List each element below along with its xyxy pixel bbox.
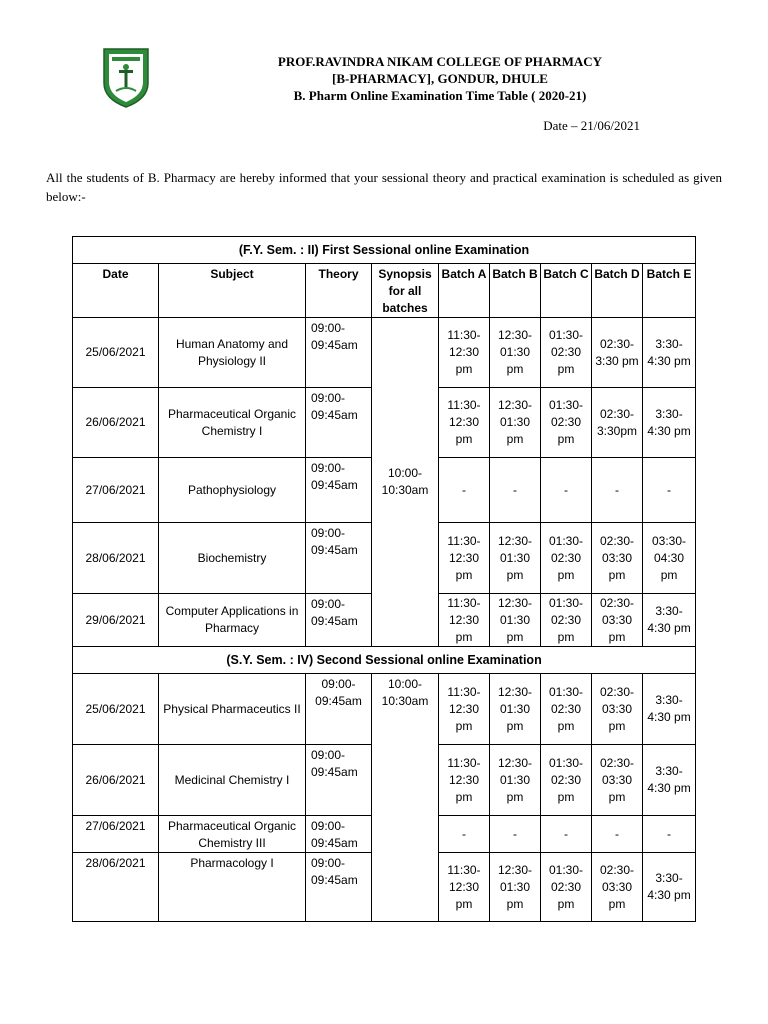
subject-cell: Physical Pharmaceutics II	[159, 674, 306, 745]
date-cell: 28/06/2021	[73, 523, 159, 594]
theory-cell: 09:00-09:45am	[306, 745, 372, 816]
batch-c-cell: 01:30-02:30 pm	[541, 318, 592, 388]
date-cell: 26/06/2021	[73, 388, 159, 458]
timetable	[72, 236, 696, 922]
column-header: Batch D	[592, 264, 643, 318]
batch-b-cell: 12:30-01:30 pm	[490, 594, 541, 647]
batch-b-cell: 12:30-01:30 pm	[490, 745, 541, 816]
table-row	[73, 318, 696, 388]
batch-b-cell: 12:30-01:30 pm	[490, 674, 541, 745]
theory-cell: 09:00-09:45am	[306, 594, 372, 647]
college-logo-icon	[100, 45, 152, 109]
subject-cell: Pharmacology I	[159, 853, 306, 922]
batch-c-cell: 01:30-02:30 pm	[541, 853, 592, 922]
batch-e-cell: -	[643, 458, 696, 523]
batch-d-cell: -	[592, 458, 643, 523]
college-name: PROF.RAVINDRA NIKAM COLLEGE OF PHARMACY	[277, 54, 603, 69]
section-title-sy: (S.Y. Sem. : IV) Second Sessional online Examination	[73, 647, 696, 674]
document-date: Date – 21/06/2021	[543, 118, 640, 133]
batch-e-cell: 03:30-04:30 pm	[643, 523, 696, 594]
date-cell: 27/06/2021	[73, 458, 159, 523]
batch-e-cell: 3:30-4:30 pm	[643, 318, 696, 388]
batch-c-cell: 01:30-02:30 pm	[541, 745, 592, 816]
date-cell: 29/06/2021	[73, 594, 159, 647]
subject-cell: Pathophysiology	[159, 458, 306, 523]
batch-e-cell: 3:30-4:30 pm	[643, 388, 696, 458]
column-header: Date	[73, 264, 159, 318]
date-cell: 25/06/2021	[73, 674, 159, 745]
batch-c-cell: 01:30-02:30 pm	[541, 523, 592, 594]
section-title-fy: (F.Y. Sem. : II) First Sessional online Examination	[73, 237, 696, 264]
column-header: Batch B	[490, 264, 541, 318]
column-header: Subject	[159, 264, 306, 318]
subject-cell: Human Anatomy and Physiology II	[159, 318, 306, 388]
batch-a-cell: 11:30-12:30 pm	[439, 674, 490, 745]
batch-d-cell: -	[592, 816, 643, 853]
table-row	[73, 674, 696, 745]
batch-a-cell: 11:30-12:30 pm	[439, 594, 490, 647]
synopsis-cell: 10:00-10:30am	[372, 674, 439, 922]
column-header-row	[73, 264, 696, 318]
batch-d-cell: 02:30-03:30 pm	[592, 674, 643, 745]
synopsis-cell: 10:00-10:30am	[372, 318, 439, 647]
column-header: Theory	[306, 264, 372, 318]
batch-b-cell: -	[490, 816, 541, 853]
batch-a-cell: -	[439, 458, 490, 523]
batch-d-cell: 02:30-03:30 pm	[592, 594, 643, 647]
batch-e-cell: 3:30-4:30 pm	[643, 853, 696, 922]
batch-c-cell: 01:30-02:30 pm	[541, 674, 592, 745]
batch-d-cell: 02:30-03:30 pm	[592, 853, 643, 922]
batch-a-cell: 11:30-12:30 pm	[439, 523, 490, 594]
batch-a-cell: 11:30-12:30 pm	[439, 745, 490, 816]
timetable-title: B. Pharm Online Examination Time Table ( 2020-21)	[293, 88, 587, 103]
theory-cell: 09:00-09:45am	[306, 816, 372, 853]
subject-cell: Computer Applications in Pharmacy	[159, 594, 306, 647]
batch-b-cell: 12:30-01:30 pm	[490, 388, 541, 458]
batch-c-cell: 01:30-02:30 pm	[541, 388, 592, 458]
batch-e-cell: 3:30-4:30 pm	[643, 745, 696, 816]
document-header	[160, 53, 720, 104]
date-cell: 25/06/2021	[73, 318, 159, 388]
batch-d-cell: 02:30-03:30 pm	[592, 523, 643, 594]
batch-a-cell: 11:30-12:30 pm	[439, 318, 490, 388]
batch-a-cell: -	[439, 816, 490, 853]
batch-d-cell: 02:30-3:30pm	[592, 388, 643, 458]
theory-cell: 09:00-09:45am	[306, 853, 372, 922]
batch-d-cell: 02:30-3:30 pm	[592, 318, 643, 388]
batch-b-cell: 12:30-01:30 pm	[490, 853, 541, 922]
college-logo	[100, 45, 152, 109]
batch-c-cell: -	[541, 458, 592, 523]
batch-b-cell: 12:30-01:30 pm	[490, 523, 541, 594]
batch-c-cell: -	[541, 816, 592, 853]
column-header: Batch E	[643, 264, 696, 318]
batch-b-cell: 12:30-01:30 pm	[490, 318, 541, 388]
batch-b-cell: -	[490, 458, 541, 523]
theory-cell: 09:00-09:45am	[306, 388, 372, 458]
batch-e-cell: 3:30-4:30 pm	[643, 674, 696, 745]
subject-cell: Medicinal Chemistry I	[159, 745, 306, 816]
column-header: Batch C	[541, 264, 592, 318]
subject-cell: Pharmaceutical Organic Chemistry I	[159, 388, 306, 458]
date-cell: 27/06/2021	[73, 816, 159, 853]
date-cell: 26/06/2021	[73, 745, 159, 816]
batch-a-cell: 11:30-12:30 pm	[439, 388, 490, 458]
batch-c-cell: 01:30-02:30 pm	[541, 594, 592, 647]
batch-a-cell: 11:30-12:30 pm	[439, 853, 490, 922]
batch-e-cell: -	[643, 816, 696, 853]
column-header: Batch A	[439, 264, 490, 318]
column-header: Synopsis for all batches	[372, 264, 439, 318]
subject-cell: Biochemistry	[159, 523, 306, 594]
theory-cell: 09:00-09:45am	[306, 523, 372, 594]
batch-d-cell: 02:30-03:30 pm	[592, 745, 643, 816]
date-cell: 28/06/2021	[73, 853, 159, 922]
subject-cell: Pharmaceutical Organic Chemistry III	[159, 816, 306, 853]
college-location: [B-PHARMACY], GONDUR, DHULE	[332, 71, 548, 86]
theory-cell: 09:00-09:45am	[306, 318, 372, 388]
theory-cell: 09:00-09:45am	[306, 674, 372, 745]
intro-paragraph: All the students of B. Pharmacy are hereby informed that your sessional theory and practical examination is scheduled as given below:-	[46, 170, 722, 204]
batch-e-cell: 3:30-4:30 pm	[643, 594, 696, 647]
theory-cell: 09:00-09:45am	[306, 458, 372, 523]
